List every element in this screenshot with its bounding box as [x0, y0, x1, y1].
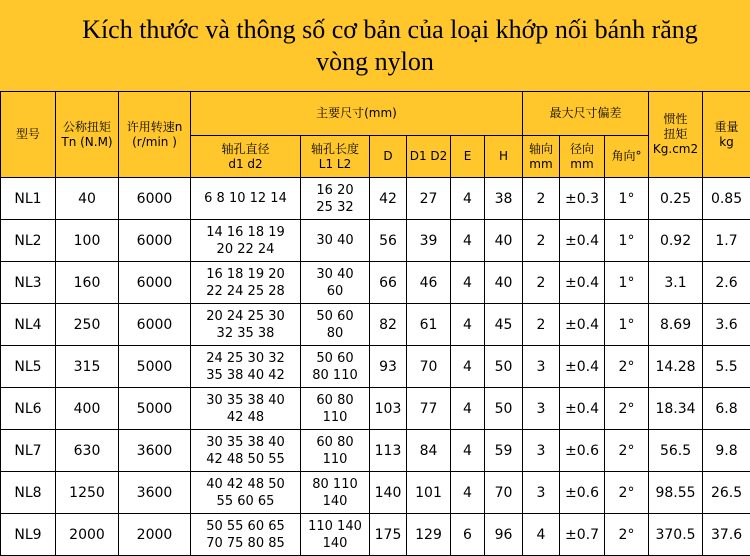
- cell-radial: ±0.4: [560, 346, 605, 388]
- cell-bore-dia: 40 42 48 50 55 60 65: [191, 472, 301, 514]
- cell-speed: 6000: [119, 262, 191, 304]
- cell-angular: 2°: [605, 514, 649, 556]
- cell-speed: 5000: [119, 346, 191, 388]
- cell-torque: 315: [56, 346, 119, 388]
- cell-model: NL7: [1, 430, 56, 472]
- cell-e: 4: [451, 472, 485, 514]
- cell-e: 4: [451, 178, 485, 220]
- cell-model: NL8: [1, 472, 56, 514]
- cell-torque: 100: [56, 220, 119, 262]
- cell-speed: 6000: [119, 178, 191, 220]
- cell-h: 40: [485, 262, 523, 304]
- cell-d: 103: [370, 388, 407, 430]
- cell-bore-len: 80 110 140: [301, 472, 370, 514]
- cell-bore-len: 50 60 80: [301, 304, 370, 346]
- header-bore-len: 轴孔长度 L1 L2: [301, 136, 370, 178]
- cell-h: 45: [485, 304, 523, 346]
- cell-h: 70: [485, 472, 523, 514]
- cell-angular: 1°: [605, 178, 649, 220]
- cell-speed: 6000: [119, 304, 191, 346]
- cell-model: NL2: [1, 220, 56, 262]
- cell-radial: ±0.4: [560, 304, 605, 346]
- cell-h: 59: [485, 430, 523, 472]
- header-max-dev: 最大尺寸偏差: [523, 92, 649, 136]
- cell-inertia: 98.55: [649, 472, 703, 514]
- cell-inertia: 370.5: [649, 514, 703, 556]
- cell-bore-len: 16 20 25 32: [301, 178, 370, 220]
- table-row: [1, 220, 750, 262]
- cell-inertia: 8.69: [649, 304, 703, 346]
- cell-h: 96: [485, 514, 523, 556]
- cell-model: NL5: [1, 346, 56, 388]
- cell-d1d2: 46: [407, 262, 451, 304]
- cell-axial: 2: [523, 220, 560, 262]
- cell-angular: 2°: [605, 388, 649, 430]
- cell-radial: ±0.6: [560, 430, 605, 472]
- cell-bore-len: 110 140 140: [301, 514, 370, 556]
- cell-e: 4: [451, 220, 485, 262]
- cell-weight: 0.85: [703, 178, 750, 220]
- cell-weight: 37.6: [703, 514, 750, 556]
- title-line-1: Kích thước và thông số cơ bản của loại khớp nối bánh răng: [52, 14, 698, 46]
- table-row: [1, 388, 750, 430]
- table-row: [1, 304, 750, 346]
- cell-d: 66: [370, 262, 407, 304]
- cell-inertia: 18.34: [649, 388, 703, 430]
- cell-d1d2: 39: [407, 220, 451, 262]
- cell-bore-dia: 14 16 18 19 20 22 24: [191, 220, 301, 262]
- table-row: [1, 472, 750, 514]
- cell-inertia: 56.5: [649, 430, 703, 472]
- cell-radial: ±0.3: [560, 178, 605, 220]
- table-row: [1, 430, 750, 472]
- cell-d1d2: 101: [407, 472, 451, 514]
- header-inertia: 惯性 扭矩 Kg.cm2: [649, 92, 703, 178]
- cell-bore-dia: 50 55 60 65 70 75 80 85: [191, 514, 301, 556]
- cell-e: 4: [451, 304, 485, 346]
- cell-weight: 5.5: [703, 346, 750, 388]
- cell-torque: 400: [56, 388, 119, 430]
- cell-bore-dia: 6 8 10 12 14: [191, 178, 301, 220]
- cell-axial: 3: [523, 472, 560, 514]
- header-E: E: [451, 136, 485, 178]
- cell-inertia: 0.25: [649, 178, 703, 220]
- header-model: 型号: [1, 92, 56, 178]
- cell-d: 140: [370, 472, 407, 514]
- cell-d1d2: 61: [407, 304, 451, 346]
- cell-model: NL3: [1, 262, 56, 304]
- cell-angular: 2°: [605, 346, 649, 388]
- cell-model: NL1: [1, 178, 56, 220]
- cell-torque: 1250: [56, 472, 119, 514]
- cell-weight: 6.8: [703, 388, 750, 430]
- page-title: [0, 0, 750, 91]
- cell-d1d2: 77: [407, 388, 451, 430]
- header-radial: 径向 mm: [560, 136, 605, 178]
- title-line-2: vòng nylon: [316, 46, 434, 78]
- cell-h: 50: [485, 346, 523, 388]
- cell-torque: 2000: [56, 514, 119, 556]
- table-row: [1, 178, 750, 220]
- cell-d1d2: 27: [407, 178, 451, 220]
- cell-bore-dia: 30 35 38 40 42 48 50 55: [191, 430, 301, 472]
- cell-radial: ±0.6: [560, 472, 605, 514]
- cell-axial: 3: [523, 388, 560, 430]
- cell-angular: 1°: [605, 220, 649, 262]
- header-main-dims: 主要尺寸(mm): [191, 92, 523, 136]
- spec-table: [0, 91, 750, 556]
- cell-weight: 2.6: [703, 262, 750, 304]
- cell-axial: 2: [523, 178, 560, 220]
- cell-d1d2: 84: [407, 430, 451, 472]
- cell-d: 42: [370, 178, 407, 220]
- cell-model: NL6: [1, 388, 56, 430]
- cell-inertia: 14.28: [649, 346, 703, 388]
- cell-e: 4: [451, 388, 485, 430]
- cell-torque: 40: [56, 178, 119, 220]
- table-row: [1, 262, 750, 304]
- cell-bore-dia: 16 18 19 20 22 24 25 28: [191, 262, 301, 304]
- cell-weight: 9.8: [703, 430, 750, 472]
- cell-d: 93: [370, 346, 407, 388]
- cell-angular: 2°: [605, 472, 649, 514]
- table-row: [1, 346, 750, 388]
- header-angular: 角向°: [605, 136, 649, 178]
- cell-bore-dia: 30 35 38 40 42 48: [191, 388, 301, 430]
- cell-axial: 2: [523, 304, 560, 346]
- cell-axial: 3: [523, 430, 560, 472]
- cell-angular: 1°: [605, 262, 649, 304]
- cell-inertia: 3.1: [649, 262, 703, 304]
- header-D1D2: D1 D2: [407, 136, 451, 178]
- cell-axial: 2: [523, 262, 560, 304]
- cell-bore-len: 60 80 110: [301, 388, 370, 430]
- cell-e: 6: [451, 514, 485, 556]
- table-row: [1, 514, 750, 556]
- cell-angular: 2°: [605, 430, 649, 472]
- cell-torque: 250: [56, 304, 119, 346]
- cell-model: NL9: [1, 514, 56, 556]
- cell-weight: 26.5: [703, 472, 750, 514]
- cell-speed: 3600: [119, 430, 191, 472]
- header-H: H: [485, 136, 523, 178]
- cell-h: 38: [485, 178, 523, 220]
- cell-speed: 2000: [119, 514, 191, 556]
- cell-speed: 6000: [119, 220, 191, 262]
- cell-inertia: 0.92: [649, 220, 703, 262]
- cell-radial: ±0.7: [560, 514, 605, 556]
- cell-axial: 4: [523, 514, 560, 556]
- header-bore-dia: 轴孔直径 d1 d2: [191, 136, 301, 178]
- cell-angular: 1°: [605, 304, 649, 346]
- header-speed: 许用转速n (r/min ): [119, 92, 191, 178]
- cell-h: 40: [485, 220, 523, 262]
- cell-bore-dia: 24 25 30 32 35 38 40 42: [191, 346, 301, 388]
- header-weight: 重量 kg: [703, 92, 750, 178]
- cell-radial: ±0.4: [560, 388, 605, 430]
- cell-weight: 3.6: [703, 304, 750, 346]
- cell-h: 50: [485, 388, 523, 430]
- cell-radial: ±0.4: [560, 220, 605, 262]
- cell-torque: 160: [56, 262, 119, 304]
- cell-weight: 1.7: [703, 220, 750, 262]
- cell-d: 56: [370, 220, 407, 262]
- cell-axial: 3: [523, 346, 560, 388]
- cell-d: 175: [370, 514, 407, 556]
- cell-bore-len: 30 40: [301, 220, 370, 262]
- cell-e: 4: [451, 430, 485, 472]
- cell-d: 113: [370, 430, 407, 472]
- cell-torque: 630: [56, 430, 119, 472]
- header-torque: 公称扭矩 Tn (N.M): [56, 92, 119, 178]
- cell-radial: ±0.4: [560, 262, 605, 304]
- cell-speed: 3600: [119, 472, 191, 514]
- cell-bore-len: 30 40 60: [301, 262, 370, 304]
- cell-d1d2: 129: [407, 514, 451, 556]
- cell-speed: 5000: [119, 388, 191, 430]
- cell-d: 82: [370, 304, 407, 346]
- cell-model: NL4: [1, 304, 56, 346]
- cell-bore-dia: 20 24 25 30 32 35 38: [191, 304, 301, 346]
- header-axial: 轴向 mm: [523, 136, 560, 178]
- cell-e: 4: [451, 346, 485, 388]
- cell-e: 4: [451, 262, 485, 304]
- cell-bore-len: 60 80 110: [301, 430, 370, 472]
- header-D: D: [370, 136, 407, 178]
- cell-bore-len: 50 60 80 110: [301, 346, 370, 388]
- cell-d1d2: 70: [407, 346, 451, 388]
